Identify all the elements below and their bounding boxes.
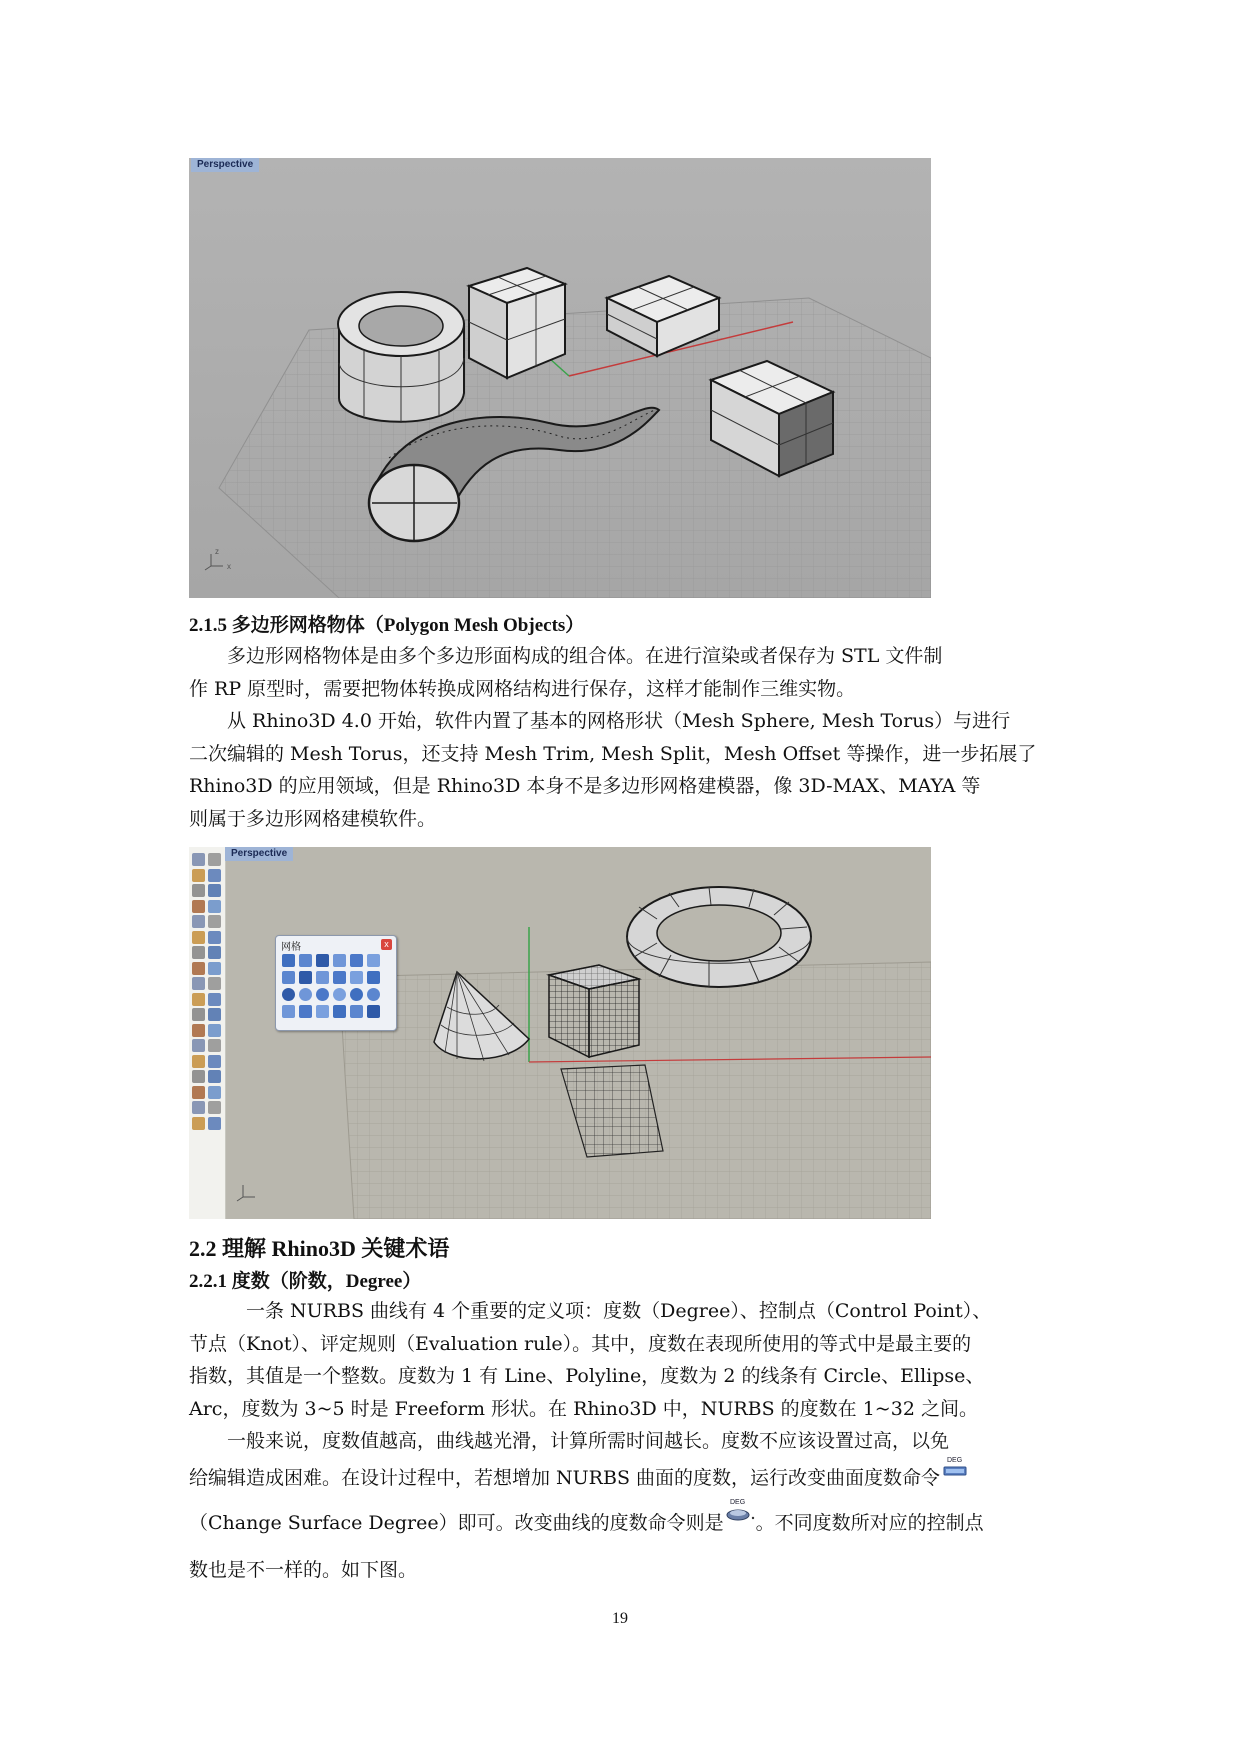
toolbar-tool-icon[interactable] bbox=[192, 1070, 205, 1083]
toolbar-tool-icon[interactable] bbox=[208, 1055, 221, 1068]
mesh-tool-icon[interactable] bbox=[316, 1005, 329, 1018]
toolbar-tool-icon[interactable] bbox=[192, 884, 205, 897]
axis-gizmo-icon bbox=[205, 554, 223, 570]
mesh-tool-icon[interactable] bbox=[350, 971, 363, 984]
text-line: Arc，度数为 3~5 时是 Freeform 形状。在 Rhino3D 中，NURBS 的度数在 1~32 之间。 bbox=[189, 1397, 978, 1420]
toolbar-tool-icon[interactable] bbox=[208, 900, 221, 913]
toolbar-tool-icon[interactable] bbox=[208, 853, 221, 866]
toolbar-tool-icon[interactable] bbox=[192, 946, 205, 959]
mesh-tool-icon[interactable] bbox=[367, 971, 380, 984]
tube-object bbox=[338, 292, 464, 423]
toolbar-tool-icon[interactable] bbox=[192, 853, 205, 866]
change-curve-degree-icon[interactable] bbox=[724, 1492, 756, 1540]
mesh-tool-icon[interactable] bbox=[333, 954, 346, 967]
mesh-tool-icon[interactable] bbox=[282, 988, 295, 1001]
mesh-tool-icon[interactable] bbox=[316, 971, 329, 984]
section-heading-2-2: 2.2 理解 Rhino3D 关键术语 bbox=[189, 1236, 450, 1261]
icon-label: DEG bbox=[947, 1456, 963, 1464]
text-line: 从 Rhino3D 4.0 开始，软件内置了基本的网格形状（Mesh Sphere, Mesh Torus）与进行 bbox=[227, 710, 1011, 732]
close-icon[interactable]: x bbox=[381, 939, 392, 950]
text-segment: （Change Surface Degree）即可。改变曲线的度数命令则是 bbox=[189, 1511, 724, 1534]
mesh-toolbar-panel bbox=[275, 935, 397, 1031]
text-line: 二次编辑的 Mesh Torus，还支持 Mesh Trim, Mesh Split，Mesh Offset 等操作，进一步拓展了 bbox=[189, 742, 1037, 765]
mesh-tool-icon[interactable] bbox=[333, 988, 346, 1001]
figure-perspective-nurbs-objects bbox=[189, 158, 931, 598]
toolbar-tool-icon[interactable] bbox=[208, 1117, 221, 1130]
perspective-viewport-render bbox=[189, 158, 931, 598]
text-line: 一般来说，度数值越高，曲线越光滑，计算所需时间越长。度数不应该设置过高，以免 bbox=[227, 1430, 950, 1452]
mesh-tool-icon[interactable] bbox=[299, 988, 312, 1001]
text-segment: 。不同度数所对应的控制点 bbox=[755, 1511, 984, 1534]
section-heading-2-1-5: 2.1.5 多边形网格物体（Polygon Mesh Objects） bbox=[189, 615, 585, 636]
mesh-tool-icon[interactable] bbox=[299, 971, 312, 984]
toolbar-tool-icon[interactable] bbox=[208, 1024, 221, 1037]
mesh-tool-grid bbox=[282, 954, 392, 1026]
mesh-tool-icon[interactable] bbox=[282, 971, 295, 984]
toolbar-tool-icon[interactable] bbox=[192, 1024, 205, 1037]
mesh-box-object bbox=[549, 965, 639, 1057]
mesh-tool-icon[interactable] bbox=[367, 988, 380, 1001]
toolbar-tool-icon[interactable] bbox=[208, 1086, 221, 1099]
toolbar-tool-icon[interactable] bbox=[208, 915, 221, 928]
change-surface-degree-icon[interactable] bbox=[942, 1451, 968, 1491]
toolbar-tool-icon[interactable] bbox=[192, 1008, 205, 1021]
perspective-viewport-mesh-render bbox=[189, 847, 931, 1219]
svg-text:x: x bbox=[227, 562, 231, 571]
toolbar-tool-icon[interactable] bbox=[208, 1101, 221, 1114]
paragraph-mesh-features bbox=[189, 705, 1061, 835]
mesh-tool-icon[interactable] bbox=[333, 971, 346, 984]
paragraph-mesh-definition bbox=[189, 640, 1061, 705]
mesh-tool-icon[interactable] bbox=[316, 988, 329, 1001]
toolbar-tool-icon[interactable] bbox=[192, 1101, 205, 1114]
mesh-tool-icon[interactable] bbox=[282, 954, 295, 967]
toolbar-tool-icon[interactable] bbox=[208, 946, 221, 959]
axis-gizmo-icon bbox=[237, 1185, 255, 1201]
toolbar-tool-icon[interactable] bbox=[192, 915, 205, 928]
toolbar-tool-icon[interactable] bbox=[192, 1039, 205, 1052]
paragraph-degree-tips bbox=[189, 1425, 1061, 1592]
toolbar-tool-icon[interactable] bbox=[208, 1008, 221, 1021]
toolbar-tool-icon[interactable] bbox=[192, 977, 205, 990]
toolbar-tool-icon[interactable] bbox=[208, 884, 221, 897]
toolbar-tool-icon[interactable] bbox=[208, 977, 221, 990]
mesh-tool-icon[interactable] bbox=[350, 954, 363, 967]
toolbar-tool-icon[interactable] bbox=[192, 869, 205, 882]
toolbar-tool-icon[interactable] bbox=[192, 900, 205, 913]
text-segment: 给编辑造成困难。在设计过程中，若想增加 NURBS 曲面的度数，运行改变曲面度数命令 bbox=[189, 1466, 941, 1489]
section-heading-2-2-1: 2.2.1 度数（阶数，Degree） bbox=[189, 1271, 422, 1292]
text-line: 指数，其值是一个整数。度数为 1 有 Line、Polyline，度数为 2 的线条有 Circle、Ellipse、 bbox=[189, 1365, 985, 1387]
toolbar-tool-icon[interactable] bbox=[208, 962, 221, 975]
toolbar-tool-icon[interactable] bbox=[192, 1117, 205, 1130]
toolbar-tool-icon[interactable] bbox=[208, 993, 221, 1006]
svg-text:z: z bbox=[215, 547, 219, 556]
panel-title: 网格 bbox=[281, 942, 301, 953]
mesh-tool-icon[interactable] bbox=[299, 1005, 312, 1018]
toolbar-tool-icon[interactable] bbox=[192, 962, 205, 975]
mesh-torus-object bbox=[627, 887, 811, 987]
toolbar-tool-icon[interactable] bbox=[192, 1086, 205, 1099]
text-line: 数也是不一样的。如下图。 bbox=[189, 1558, 418, 1581]
toolbar-tool-icon[interactable] bbox=[208, 1070, 221, 1083]
figure-rhino-mesh-screenshot bbox=[189, 847, 931, 1219]
text-line: Rhino3D 的应用领域，但是 Rhino3D 本身不是多边形网格建模器，像 3D-MAX、MAYA 等 bbox=[189, 775, 981, 797]
mesh-tool-icon[interactable] bbox=[367, 1005, 380, 1018]
page-number: 19 bbox=[612, 1610, 628, 1627]
mesh-tool-icon[interactable] bbox=[316, 954, 329, 967]
toolbar-tool-icon[interactable] bbox=[192, 931, 205, 944]
left-toolbar bbox=[189, 847, 226, 1219]
text-line: 作 RP 原型时，需要把物体转换成网格结构进行保存，这样才能制作三维实物。 bbox=[189, 677, 856, 700]
toolbar-tool-icon[interactable] bbox=[192, 1055, 205, 1068]
viewport-label[interactable]: Perspective bbox=[225, 847, 293, 861]
text-line: 节点（Knot）、评定规则（Evaluation rule）。其中，度数在表现所使用的等式中是最主要的 bbox=[189, 1332, 972, 1355]
text-line: 多边形网格物体是由多个多边形面构成的组合体。在进行渲染或者保存为 STL 文件制 bbox=[227, 645, 943, 667]
mesh-tool-icon[interactable] bbox=[333, 1005, 346, 1018]
mesh-tool-icon[interactable] bbox=[350, 1005, 363, 1018]
text-line: 则属于多边形网格建模软件。 bbox=[189, 807, 437, 830]
mesh-tool-icon[interactable] bbox=[367, 954, 380, 967]
mesh-tool-icon[interactable] bbox=[350, 988, 363, 1001]
toolbar-tool-icon[interactable] bbox=[192, 993, 205, 1006]
icon-label: DEG bbox=[729, 1498, 745, 1506]
mesh-tool-icon[interactable] bbox=[282, 1005, 295, 1018]
text-line: 一条 NURBS 曲线有 4 个重要的定义项：度数（Degree）、控制点（Control Point）、 bbox=[246, 1300, 992, 1322]
toolbar-tool-icon[interactable] bbox=[208, 931, 221, 944]
mesh-tool-icon[interactable] bbox=[299, 954, 312, 967]
text-line bbox=[189, 1458, 1061, 1499]
toolbar-tool-icon[interactable] bbox=[208, 869, 221, 882]
viewport-label[interactable]: Perspective bbox=[191, 158, 259, 172]
paragraph-nurbs-degree bbox=[189, 1295, 1061, 1425]
text-line bbox=[189, 1499, 1061, 1548]
toolbar-tool-icon[interactable] bbox=[208, 1039, 221, 1052]
